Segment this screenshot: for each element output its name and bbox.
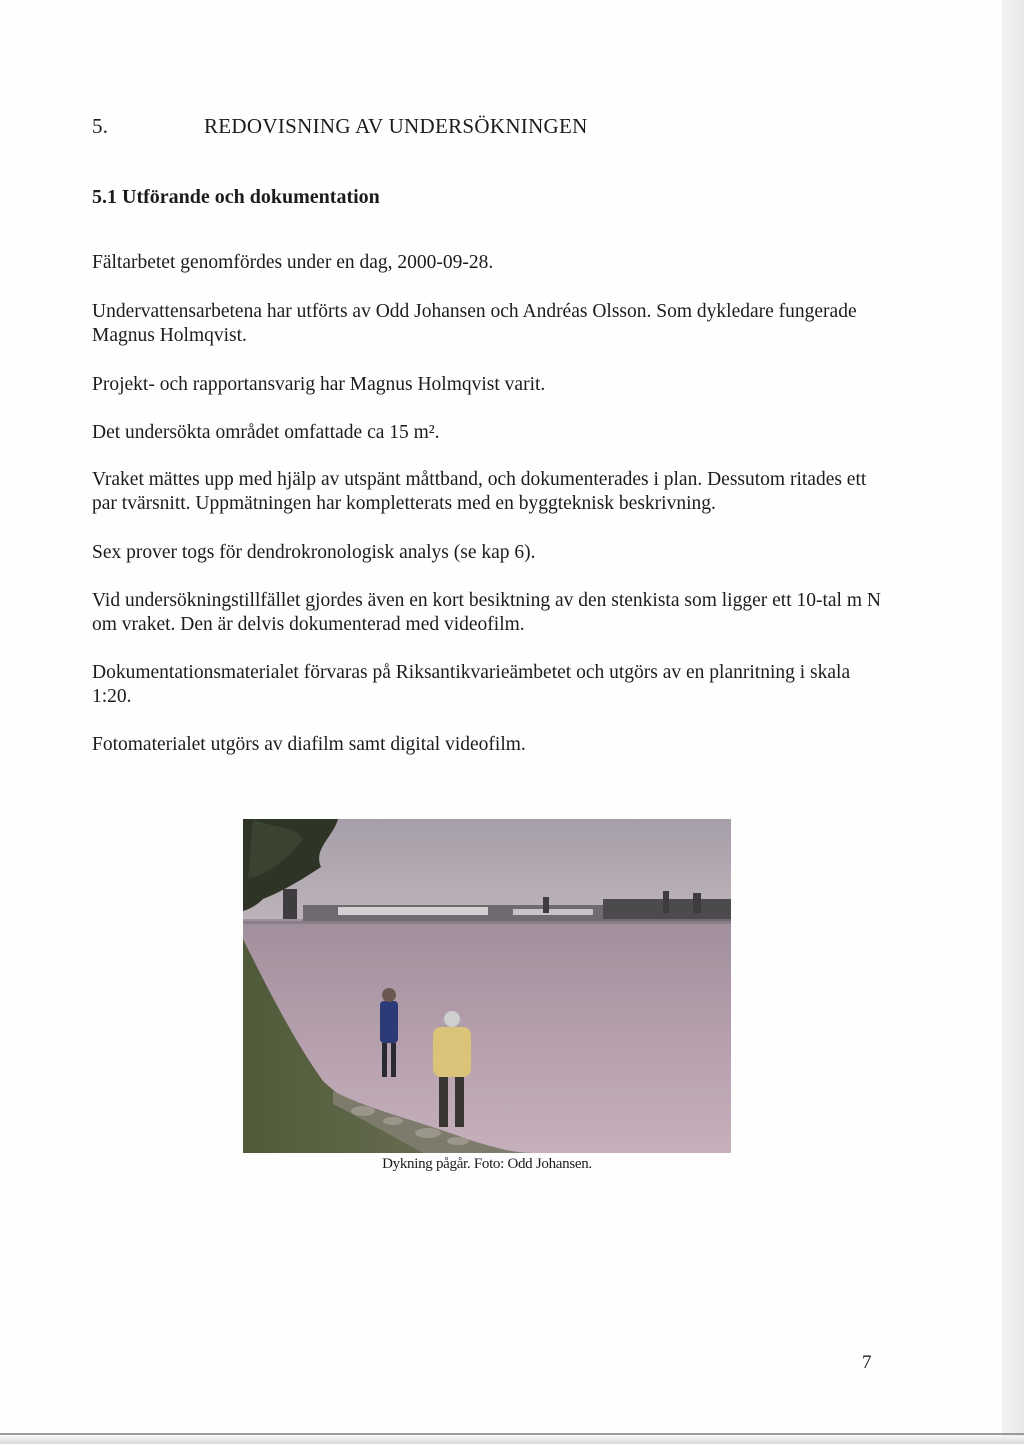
paragraph-underwater-work: Undervattensarbetena har utförts av Odd Johansen och Andréas Olsson. Som dykledare fungerade Magnus Holmqvist. [92,301,857,346]
paragraph-samples: Sex prover togs för dendrokronologisk analys (se kap 6). [92,542,536,563]
paragraph-area: Det undersökta området omfattade ca 15 m². [92,422,440,443]
section-title: REDOVISNING AV UNDERSÖKNINGEN [204,114,588,138]
scan-bottom-edge [0,1436,1024,1444]
scan-edge-shadow [1002,0,1024,1444]
subsection-heading: 5.1 Utförande och dokumentation [92,186,380,208]
paragraph-documentation-storage: Dokumentationsmaterialet förvaras på Riksantikvarieämbetet och utgörs av en planritning i skala 1:20. [92,662,851,707]
section-heading [92,114,588,139]
paragraph-fieldwork-date: Fältarbetet genomfördes under en dag, 2000-09-28. [92,252,494,273]
diving-photo [243,819,731,1153]
paragraph-stone-caisson: Vid undersökningstillfället gjordes även en kort besiktning av den stenkista som ligger ett 10-tal m N om vraket. Den är delvis dokumenterad med videofilm. [92,590,881,635]
scan-bottom-line [0,1433,1024,1435]
paragraph-project-lead: Projekt- och rapportansvarig har Magnus Holmqvist varit. [92,374,546,395]
paragraph-photo-material: Fotomaterialet utgörs av diafilm samt digital videofilm. [92,734,526,755]
paragraph-measurement: Vraket mättes upp med hjälp av utspänt måttband, och dokumenterades i plan. Dessutom ritades ett par tvärsnitt. Uppmätningen har kompletterats med en byggteknisk beskrivning. [92,469,867,514]
section-number: 5. [92,114,109,138]
page-number: 7 [862,1352,872,1373]
photo-caption: Dykning pågår. Foto: Odd Johansen. [382,1156,592,1172]
